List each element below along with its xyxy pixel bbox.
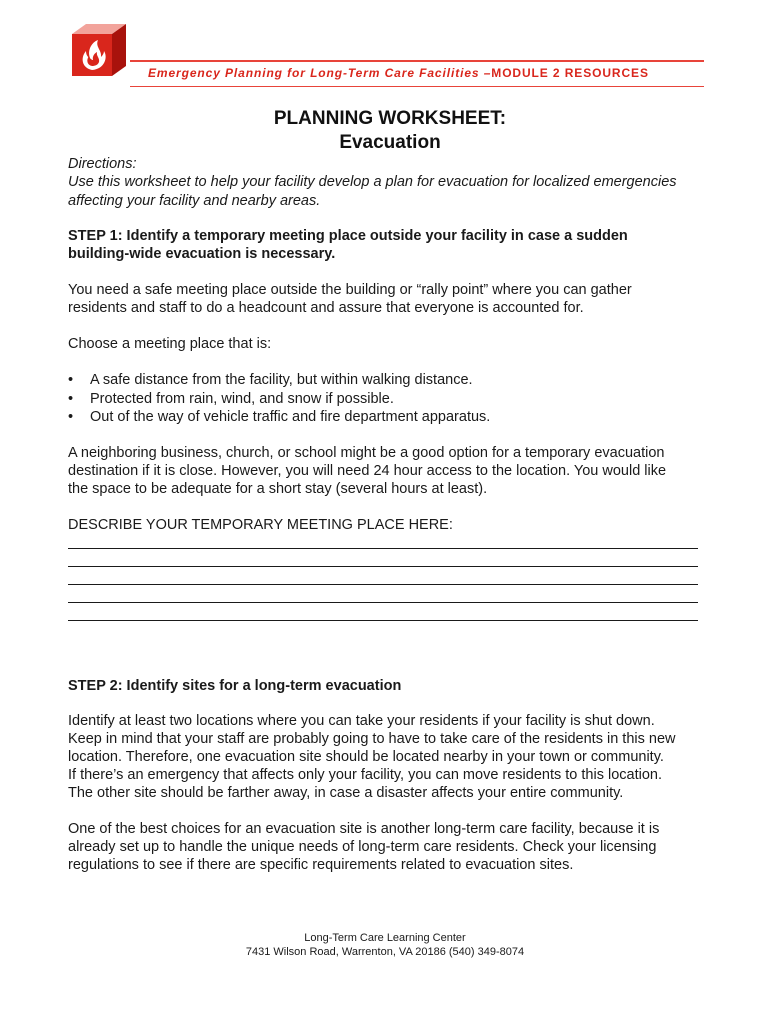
step2-para1-line2: Keep in mind that your staff are probably going to have to take care of the residents in this new bbox=[68, 731, 676, 747]
step1-para2-line2: destination if it is close. However, you will need 24 hour access to the location. You would like bbox=[68, 463, 667, 479]
step1-heading-line1: STEP 1: Identify a temporary meeting place outside your facility in case a sudden bbox=[68, 228, 628, 244]
step2-para1-line3: location. Therefore, one evacuation site should be located nearby in your town or community. bbox=[68, 749, 664, 765]
header-module-label: MODULE 2 RESOURCES bbox=[491, 66, 649, 80]
directions-line2: affecting your facility and nearby areas. bbox=[68, 193, 321, 209]
page-subtitle bbox=[0, 132, 770, 154]
footer-address: 7431 Wilson Road, Warrenton, VA 20186 (540) 349-8074 bbox=[245, 946, 525, 958]
step2-para1-line4: If there’s an emergency that affects only your facility, you can move residents to this location. bbox=[68, 767, 662, 783]
answer-line-4[interactable] bbox=[68, 602, 698, 603]
answer-line-3[interactable] bbox=[68, 584, 698, 585]
step2-para1-line5: The other site should be farther away, in case a disaster affects your entire community. bbox=[68, 785, 624, 801]
step2-para2-line2: already set up to handle the unique needs of long-term care residents. Check your licensing bbox=[68, 839, 657, 855]
step1-choose: Choose a meeting place that is: bbox=[68, 336, 272, 352]
directions-label: Directions: bbox=[68, 156, 137, 172]
page-title-line2: Evacuation bbox=[339, 132, 441, 153]
step1-heading-line2: building-wide evacuation is necessary. bbox=[68, 246, 336, 262]
step2-para2-line3: regulations to see if there are specific requirements related to evacuation sites. bbox=[68, 857, 574, 873]
describe-label: DESCRIBE YOUR TEMPORARY MEETING PLACE HERE: bbox=[68, 517, 453, 533]
list-item: • Out of the way of vehicle traffic and fire department apparatus. bbox=[68, 408, 708, 427]
step2-heading: STEP 2: Identify sites for a long-term evacuation bbox=[68, 678, 402, 694]
header-rule-top bbox=[130, 60, 704, 62]
criteria-list bbox=[68, 371, 708, 427]
list-item: • Protected from rain, wind, and snow if possible. bbox=[68, 390, 708, 409]
header-course-title: Emergency Planning for Long-Term Care Facilities – bbox=[148, 66, 492, 80]
header-title bbox=[148, 66, 708, 80]
step1-para2-line1: A neighboring business, church, or school might be a good option for a temporary evacuation bbox=[68, 445, 665, 461]
step1-para1-line2: residents and staff to do a headcount and assure that everyone is accounted for. bbox=[68, 300, 584, 316]
flame-cube-icon bbox=[68, 20, 128, 80]
list-item: • A safe distance from the facility, but within walking distance. bbox=[68, 371, 708, 390]
step2-para2-line1: One of the best choices for an evacuation site is another long-term care facility, because it is bbox=[68, 821, 660, 837]
answer-line-1[interactable] bbox=[68, 548, 698, 549]
step1-para1-line1: You need a safe meeting place outside the building or “rally point” where you can gather bbox=[68, 282, 632, 298]
directions-line1: Use this worksheet to help your facility develop a plan for evacuation for localized emergencies bbox=[68, 174, 677, 190]
answer-line-2[interactable] bbox=[68, 566, 698, 567]
answer-line-5[interactable] bbox=[68, 620, 698, 621]
step1-para2-line3: the space to be adequate for a short stay (several hours at least). bbox=[68, 481, 488, 497]
header-rule-bottom bbox=[130, 86, 704, 87]
footer-org: Long-Term Care Learning Center bbox=[304, 932, 466, 944]
step2-para1-line1: Identify at least two locations where you can take your residents if your facility is shut down. bbox=[68, 713, 655, 729]
page-title-line1: PLANNING WORKSHEET: bbox=[273, 108, 507, 129]
page-title bbox=[0, 108, 770, 130]
